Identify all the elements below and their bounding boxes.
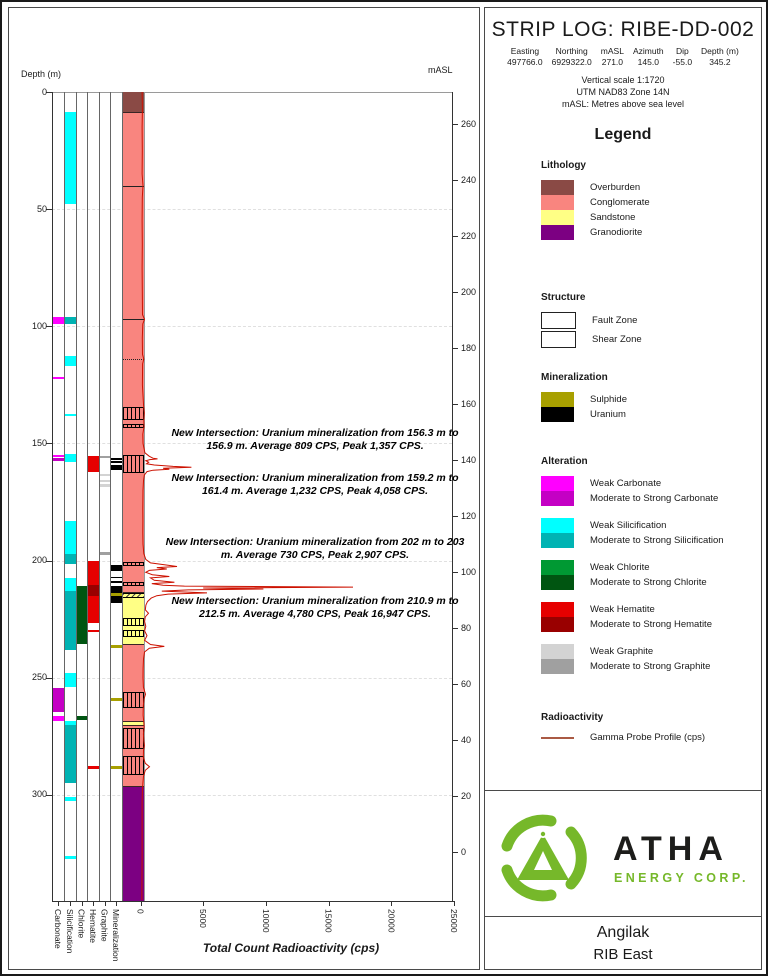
field-value: -55.0 <box>672 57 693 68</box>
field-value: 497766.0 <box>507 57 543 68</box>
structure-fault-zone <box>123 455 144 473</box>
alteration-carbonate-weak <box>53 716 64 721</box>
alteration-hematite-strong <box>88 585 99 596</box>
legend-item-granodiorite <box>541 225 753 240</box>
masl-tick-label: 260 <box>461 118 477 129</box>
legend-item-granodiorite-swatch <box>541 225 574 240</box>
legend-section-title: Structure <box>541 292 586 303</box>
legend-group-chlorite <box>541 560 753 590</box>
depth-tick-label: 150 <box>31 437 47 448</box>
legend-item-fault-zone-swatch <box>541 312 576 329</box>
depth-tick-label: 100 <box>31 320 47 331</box>
legend-item-label: Moderate to Strong Chlorite <box>590 577 707 588</box>
lithology-contact-line <box>123 725 144 726</box>
note-utm: UTM NAD83 Zone 14N <box>576 87 670 97</box>
field-label: Azimuth <box>632 46 664 56</box>
legend-group-labels <box>590 560 707 590</box>
gamma-tick <box>203 901 204 906</box>
note-scale: Vertical scale 1:1720 <box>581 75 665 85</box>
mineralization-uranium <box>111 461 122 463</box>
legend-item-label: Weak Chlorite <box>590 562 650 573</box>
lithology-contact-line <box>123 644 144 645</box>
alteration-silicification-weak <box>65 414 76 416</box>
intersection-annotation: New Intersection: Uranium mineralization from 156.3 m to 156.9 m. Average 809 CPS, Peak 1,357 CPS. <box>171 427 459 453</box>
masl-axis-label: mASL <box>428 65 453 75</box>
project-name: Angilak <box>596 924 650 941</box>
depth-tick-label: 300 <box>31 789 47 800</box>
atha-logo-graphic <box>485 808 763 908</box>
structure-fault-zone <box>123 562 144 567</box>
strip-log-panel <box>8 7 480 970</box>
intersection-annotation: New Intersection: Uranium mineralization from 210.9 m to 212.5 m. Average 4,780 CPS, Peak 16,947 CPS. <box>171 595 459 621</box>
legend-item-uranium <box>541 407 753 422</box>
field-azimuth <box>633 46 664 69</box>
graphite-swatch <box>541 644 574 674</box>
alteration-graphite-strong <box>100 456 110 458</box>
legend-alteration <box>541 456 753 686</box>
masl-tick-label: 20 <box>461 790 472 801</box>
column-bottom-tick <box>70 901 71 906</box>
mineralization-sulphide <box>111 645 122 649</box>
alteration-graphite-weak <box>100 480 110 482</box>
lithology-overburden <box>123 92 144 112</box>
legend-item-shear-zone-swatch <box>541 331 576 348</box>
alteration-chlorite-strong <box>77 716 87 720</box>
structure-fault-zone <box>123 424 144 429</box>
lithology-granodiorite <box>123 786 144 901</box>
silicification-swatch <box>541 518 574 548</box>
mineralization-uranium <box>111 458 122 460</box>
field-label: Depth (m) <box>701 46 739 56</box>
depth-gridline <box>52 326 452 327</box>
alteration-silicification-strong <box>65 725 76 784</box>
masl-tick-label: 80 <box>461 622 472 633</box>
legend-item-label: Weak Silicification <box>590 520 667 531</box>
legend-item-sulphide <box>541 392 753 407</box>
masl-tick-label: 40 <box>461 734 472 745</box>
hole-info-fields <box>485 46 761 69</box>
masl-tick-label: 240 <box>461 174 477 185</box>
legend-group-silicification <box>541 518 753 548</box>
gamma-tick-label: 20000 <box>386 908 397 933</box>
column-border <box>52 92 53 901</box>
legend-lithology <box>541 160 753 240</box>
legend-item-sandstone-swatch <box>541 210 574 225</box>
structure-shear-zone <box>123 593 144 598</box>
strip-log-plot <box>9 8 479 969</box>
mineralization-uranium <box>111 565 122 571</box>
gamma-tick-label: 15000 <box>323 908 334 933</box>
company-logo <box>485 808 761 908</box>
field-masl <box>601 46 624 69</box>
structure-fault-zone <box>123 582 144 587</box>
depth-gridline <box>52 209 452 210</box>
alteration-carbonate-weak <box>53 377 64 379</box>
column-border <box>110 92 111 901</box>
lithology-right-border <box>144 92 145 901</box>
legend-title: Legend <box>594 126 652 143</box>
gamma-line-swatch <box>541 737 574 739</box>
lithology-conglomerate <box>123 112 144 592</box>
legend-item-sulphide-swatch <box>541 392 574 407</box>
column-bottom-tick <box>58 901 59 906</box>
legend-item-label: Moderate to Strong Hematite <box>590 619 712 630</box>
hematite-swatch <box>541 602 574 632</box>
field-depth <box>701 46 739 69</box>
structure-fault-zone <box>123 407 144 420</box>
depth-tick-label: 50 <box>36 203 47 214</box>
alteration-silicification-weak <box>65 673 76 687</box>
legend-item-label: Uranium <box>590 409 626 420</box>
structure-fault-zone <box>123 630 144 637</box>
alteration-carbonate-strong <box>53 688 64 711</box>
legend-group-graphite <box>541 644 753 674</box>
alteration-silicification-strong <box>65 554 76 565</box>
field-label: mASL <box>600 46 624 56</box>
bottom-axis-line <box>52 901 454 902</box>
lithology-boundary-line <box>123 186 144 187</box>
depth-tick-label: 0 <box>41 86 47 97</box>
mineralization-uranium <box>111 465 122 470</box>
mineralization-sulphide <box>111 766 122 770</box>
area-name: RIB East <box>593 946 653 963</box>
field-easting <box>507 46 542 69</box>
alteration-graphite-weak <box>100 474 110 476</box>
field-northing <box>552 46 592 69</box>
lithology-contact-line <box>123 786 144 787</box>
legend-group-carbonate <box>541 476 753 506</box>
carbonate-swatch <box>541 476 574 506</box>
legend-section-title: Lithology <box>541 160 586 171</box>
gamma-tick <box>266 901 267 906</box>
divider <box>485 790 761 791</box>
alteration-hematite-weak <box>88 766 99 770</box>
field-label: Easting <box>510 46 540 56</box>
legend-group-labels <box>590 476 718 506</box>
column-label-graphite: Graphite <box>99 908 110 942</box>
masl-tick-label: 160 <box>461 398 477 409</box>
structure-fault-zone <box>123 728 144 749</box>
mineralization-sulphide <box>111 593 122 596</box>
legend-item-label: Sandstone <box>590 212 636 223</box>
legend-group-hematite <box>541 602 753 632</box>
legend-group-labels <box>590 602 712 632</box>
masl-tick-label: 180 <box>461 342 477 353</box>
alteration-silicification-weak <box>65 356 76 367</box>
gamma-tick-label: 5000 <box>198 908 209 928</box>
legend-item-label: Shear Zone <box>592 334 642 345</box>
atha-logo-icon <box>502 816 581 896</box>
gamma-axis-title: Total Count Radioactivity (cps) <box>202 941 380 955</box>
gamma-tick <box>391 901 392 906</box>
masl-tick-label: 0 <box>461 846 467 857</box>
column-label-chlorite: Chlorite <box>76 908 87 939</box>
legend-item-label: Moderate to Strong Silicification <box>590 535 724 546</box>
gamma-tick <box>329 901 330 906</box>
field-value: 345.2 <box>709 57 731 68</box>
lithology-boundary-line <box>123 319 144 320</box>
alteration-silicification-strong <box>65 317 76 324</box>
field-value: 6929322.0 <box>551 57 592 68</box>
field-dip <box>673 46 692 69</box>
legend-item-conglomerate-swatch <box>541 195 574 210</box>
alteration-chlorite-strong <box>77 586 87 643</box>
page-title: STRIP LOG: RIBE-DD-002 <box>491 18 755 41</box>
field-value: 271.0 <box>601 57 624 68</box>
masl-tick-label: 140 <box>461 454 477 465</box>
legend-group-labels <box>590 518 724 548</box>
lithology-boundary-line <box>123 359 144 360</box>
masl-tick-label: 220 <box>461 230 477 241</box>
legend-mineralization <box>541 372 753 422</box>
legend-item-label: Gamma Probe Profile (cps) <box>590 732 706 743</box>
depth-tick-label: 250 <box>31 672 47 683</box>
legend-section-title: Alteration <box>541 456 588 467</box>
intersection-annotation: New Intersection: Uranium mineralization from 159.2 m to 161.4 m. Average 1,232 CPS, Peak 4,058 CPS. <box>171 471 459 497</box>
lithology-contact-line <box>123 721 144 722</box>
legend-item-label: Weak Graphite <box>590 646 654 657</box>
alteration-hematite-weak <box>88 630 99 632</box>
legend-item-sandstone <box>541 210 753 225</box>
alteration-silicification-weak <box>65 521 76 554</box>
column-border <box>76 92 77 901</box>
column-bottom-tick <box>82 901 83 906</box>
legend-structure <box>541 292 753 350</box>
alteration-graphite-weak <box>100 484 110 486</box>
gamma-tick-label: 25000 <box>449 908 459 933</box>
gamma-tick <box>141 901 142 906</box>
intersection-annotation: New Intersection: Uranium mineralization from 202 m to 203 m. Average 730 CPS, Peak 2,907 CPS. <box>165 535 465 562</box>
legend-section-title: Mineralization <box>541 372 608 383</box>
alteration-hematite-weak <box>88 456 99 471</box>
plot-top-line <box>52 92 452 93</box>
legend-item-label: Sulphide <box>590 394 627 405</box>
mineralization-uranium <box>111 577 122 579</box>
logo-sub-text: ENERGY CORP. <box>614 871 749 885</box>
alteration-silicification-weak <box>65 797 76 801</box>
info-panel <box>484 7 762 970</box>
alteration-silicification-weak <box>65 856 76 860</box>
depth-tick-label: 200 <box>31 555 47 566</box>
masl-tick-label: 200 <box>461 286 477 297</box>
lithology-conglomerate <box>123 644 144 721</box>
legend-item-shear-zone <box>541 331 753 348</box>
column-bottom-tick <box>105 901 106 906</box>
note-masl: mASL: Metres above sea level <box>561 99 685 109</box>
structure-fault-zone <box>123 692 144 708</box>
field-label: Dip <box>675 46 689 56</box>
column-border <box>99 92 100 901</box>
column-label-mineralization: Mineralization <box>111 908 121 962</box>
field-value: 145.0 <box>637 57 659 68</box>
legend-radioactivity <box>541 712 753 743</box>
alteration-carbonate-weak <box>53 317 64 324</box>
legend-item-conglomerate <box>541 195 753 210</box>
legend-item-label: Moderate to Strong Graphite <box>590 661 711 672</box>
alteration-silicification-strong <box>65 591 76 650</box>
legend-item-uranium-swatch <box>541 407 574 422</box>
masl-tick-label: 60 <box>461 678 472 689</box>
mineralization-uranium <box>111 581 122 583</box>
alteration-silicification-weak <box>65 454 76 462</box>
legend-item-fault-zone <box>541 312 753 329</box>
legend-section-title: Radioactivity <box>541 712 604 723</box>
masl-tick-label: 120 <box>461 510 477 521</box>
column-label-carbonate: Carbonate <box>53 908 63 949</box>
logo-brand-text: ATHA <box>613 830 729 868</box>
column-bottom-tick <box>116 901 117 906</box>
legend-item-label: Weak Hematite <box>590 604 655 615</box>
mineralization-sulphide <box>111 698 122 702</box>
legend-item-label: Moderate to Strong Carbonate <box>590 493 719 504</box>
column-label-silicification: Silicification <box>65 908 75 954</box>
alteration-carbonate-strong <box>53 458 64 462</box>
legend-item-label: Conglomerate <box>590 197 650 208</box>
depth-axis-label: Depth (m) <box>21 69 62 79</box>
alteration-graphite-strong <box>100 552 110 554</box>
legend-item-overburden <box>541 180 753 195</box>
legend-item-label: Weak Carbonate <box>590 478 662 489</box>
structure-fault-zone <box>123 618 144 626</box>
divider <box>485 916 761 917</box>
depth-gridline <box>52 678 452 679</box>
column-label-hematite: Hematite <box>88 908 98 943</box>
chlorite-swatch <box>541 560 574 590</box>
gamma-tick-label: 0 <box>135 908 146 914</box>
column-bottom-tick <box>93 901 94 906</box>
legend-item-gamma <box>541 732 753 743</box>
legend-item-overburden-swatch <box>541 180 574 195</box>
alteration-silicification-weak <box>65 112 76 205</box>
masl-tick-label: 100 <box>461 566 477 577</box>
column-border <box>87 92 88 901</box>
depth-gridline <box>52 795 452 796</box>
legend-item-label: Granodiorite <box>590 227 643 238</box>
alteration-silicification-weak <box>65 578 76 591</box>
alteration-hematite-weak <box>88 596 99 623</box>
gamma-tick-label: 10000 <box>260 908 271 933</box>
structure-fault-zone <box>123 756 144 775</box>
gamma-tick <box>454 901 455 906</box>
legend-group-labels <box>590 644 710 674</box>
alteration-hematite-weak <box>88 561 99 586</box>
legend-item-label: Fault Zone <box>592 315 638 326</box>
field-label: Northing <box>555 46 588 56</box>
lithology-contact-line <box>123 112 144 113</box>
legend-item-label: Overburden <box>590 182 641 193</box>
